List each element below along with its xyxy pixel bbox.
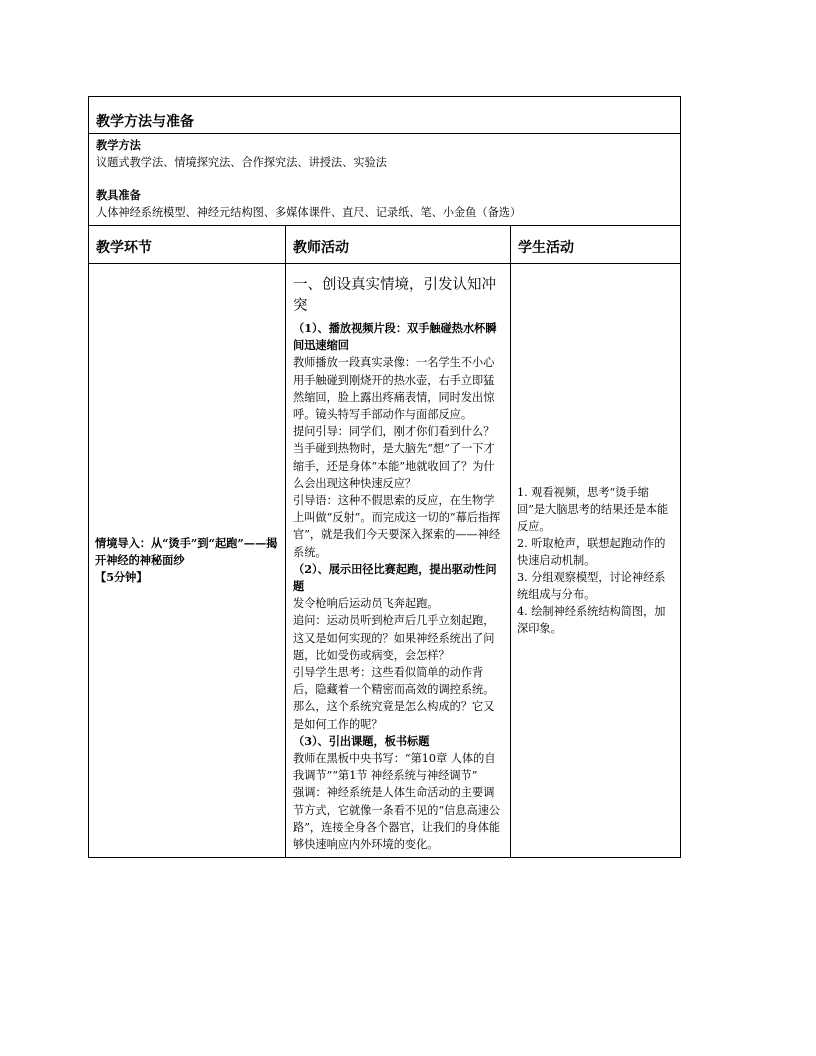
step3-paragraph-2: 强调：神经系统是人体生命活动的主要调节方式，它就像一条看不见的“信息高速公路”，连接全身各个器官，让我们的身体能够快速响应内外环境的变化。 <box>293 786 501 852</box>
tools-label: 教具准备 <box>96 188 141 202</box>
stage-cell <box>89 264 286 858</box>
methods-and-tools <box>89 134 681 226</box>
tools-text: 人体神经系统模型、神经元结构图、多媒体课件、直尺、记录纸、笔、小金鱼（备选） <box>96 206 522 219</box>
stage-title: 情境导入：从“烫手”到“起跑”——揭开神经的神秘面纱 <box>95 536 278 568</box>
methods-label: 教学方法 <box>96 138 141 152</box>
methods-text: 议题式教学法、情境探究法、合作探究法、讲授法、实验法 <box>96 156 387 169</box>
step1-paragraph-3: 引导语：这种不假思索的反应，在生物学上叫做“反射”。而完成这一切的“幕后指挥官”，就是我们今天要深入探索的——神经系统。 <box>293 494 501 559</box>
step2-title: （2）、展示田径比赛起跑，提出驱动性问题 <box>293 561 497 594</box>
step2-paragraph-2: 追问：运动员听到枪声后几乎立刻起跑，这又是如何实现的？如果神经系统出了问题，比如受伤或病变，会怎样？ <box>293 614 495 662</box>
table-row <box>89 264 681 858</box>
student-item-2: 2. 听取枪声，联想起跑动作的快速启动机制。 <box>517 537 666 568</box>
lesson-plan-table <box>88 96 681 858</box>
step1-paragraph-2: 提问引导：同学们，刚才你们看到什么？当手碰到热物时，是大脑先“想”了一下才缩手，还是身体“本能”地就收回了？为什么会出现这种快速反应？ <box>293 425 495 490</box>
teacher-heading: 一、创设真实情境，引发认知冲突 <box>293 277 496 314</box>
student-item-3: 3. 分组观察模型，讨论神经系统组成与分布。 <box>517 571 666 602</box>
header-teacher: 教师活动 <box>286 226 511 264</box>
student-activity-cell <box>511 264 681 858</box>
header-student: 学生活动 <box>511 226 681 264</box>
student-item-1: 1. 观看视频，思考“烫手缩回”是大脑思考的结果还是本能反应。 <box>517 486 669 534</box>
header-stage: 教学环节 <box>89 226 286 264</box>
lesson-plan-page <box>88 96 680 858</box>
stage-duration: 【5分钟】 <box>95 570 148 585</box>
step1-title: （1）、播放视频片段：双手触碰热水杯瞬间迅速缩回 <box>293 321 497 353</box>
student-item-4: 4. 绘制神经系统结构简图，加深印象。 <box>517 605 666 636</box>
teacher-activity-cell <box>286 264 511 858</box>
step2-paragraph-3: 引导学生思考：这些看似简单的动作背后，隐藏着一个精密而高效的调控系统。那么，这个系统究竟是怎么构成的？它又是如何工作的呢？ <box>293 666 495 731</box>
step3-title: （3）、引出课题，板书标题 <box>293 733 430 748</box>
step1-paragraph-1: 教师播放一段真实录像：一名学生不小心用手触碰到刚烧开的热水壶，右手立即猛然缩回，脸上露出疼痛表情，同时发出惊呼。镜头特写手部动作与面部反应。 <box>293 356 495 422</box>
section-title: 教学方法与准备 <box>89 97 681 134</box>
step3-paragraph-1: 教师在黑板中央书写：“第10章 人体的自我调节”“第1节 神经系统与神经调节” <box>293 752 496 783</box>
step2-paragraph-1: 发令枪响后运动员飞奔起跑。 <box>293 597 439 611</box>
